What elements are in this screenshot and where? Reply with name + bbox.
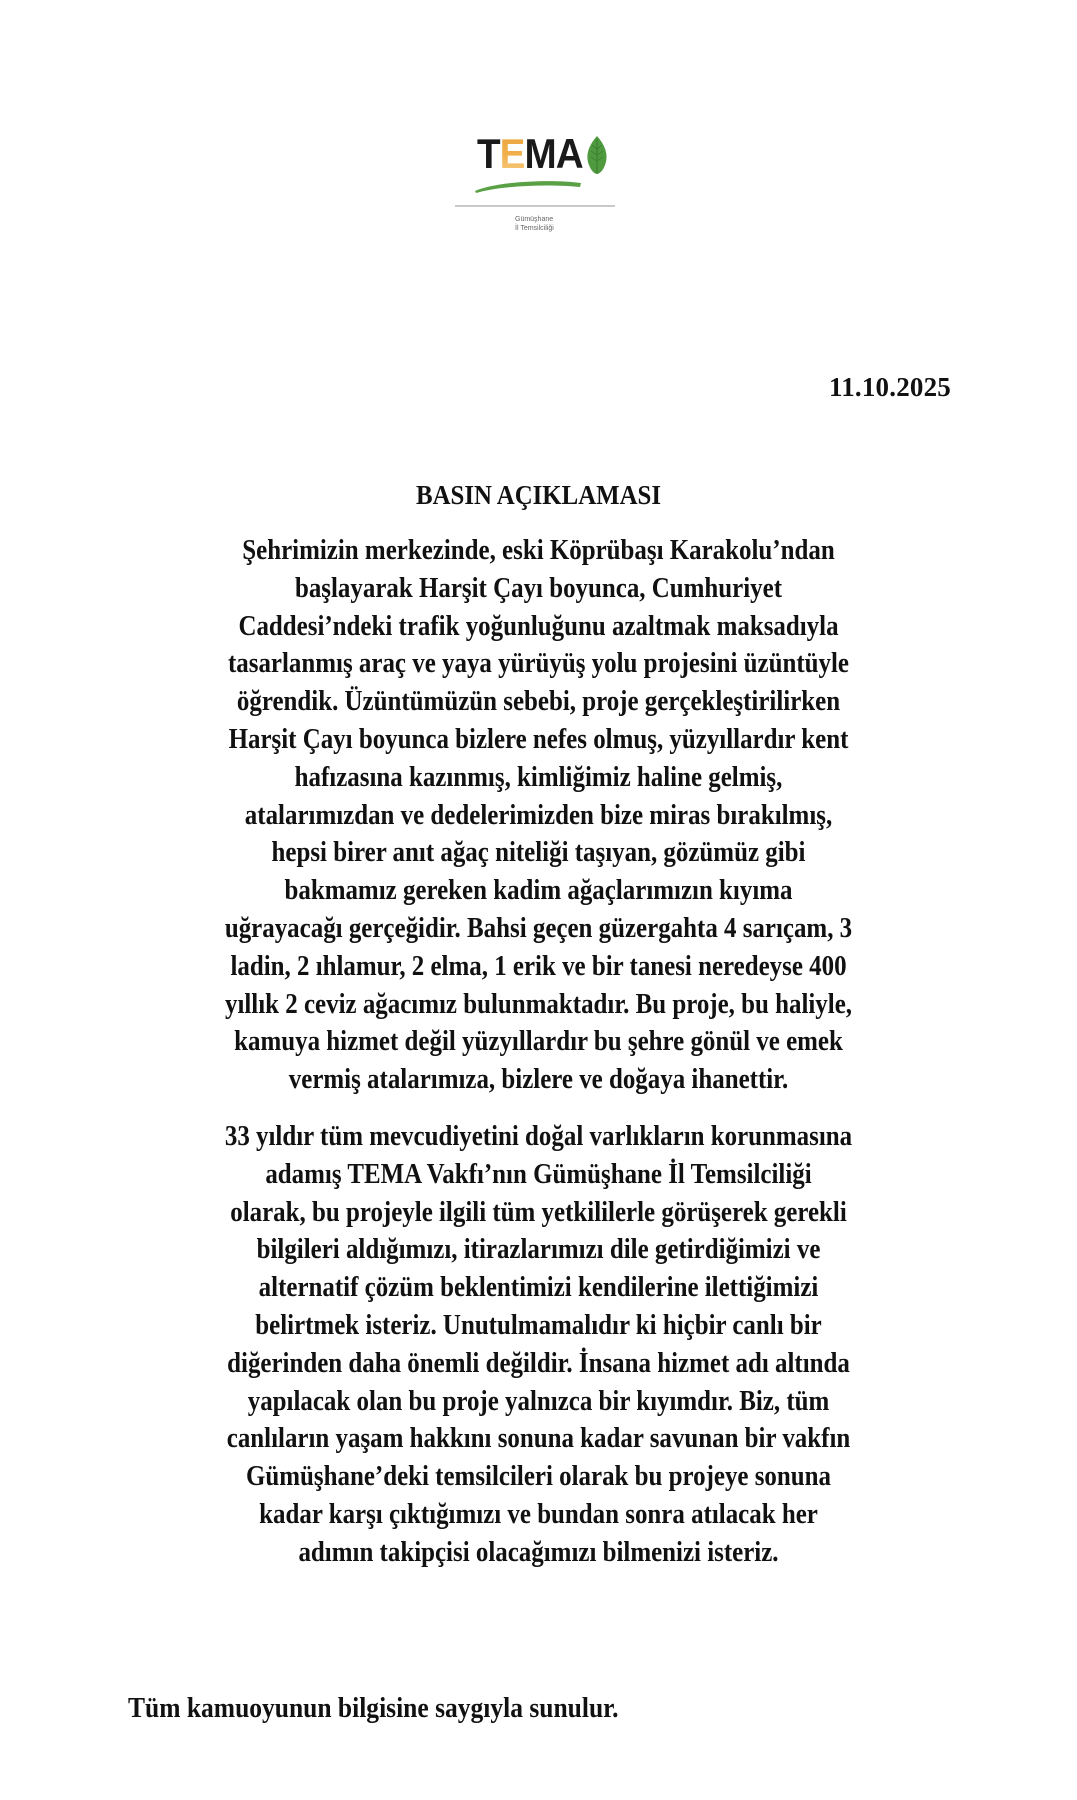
paragraph-line: kamuya hizmet değil yüzyıllardır bu şehre gönül ve emek: [234, 1025, 843, 1058]
paragraph-line: atalarımızdan ve dedelerimizden bize miras bırakılmış,: [244, 798, 833, 831]
paragraph-line: hepsi birer anıt ağaç niteliği taşıyan, gözümüz gibi: [271, 836, 806, 869]
logo-letters-ma: MA: [524, 130, 583, 177]
logo-wordmark: [477, 130, 583, 177]
paragraph-line: Şehrimizin merkezinde, eski Köprübaşı Karakolu’ndan: [242, 534, 835, 566]
paragraph-line: bilgileri aldığımızı, itirazlarımızı dile getirdiğimizi ve: [256, 1233, 821, 1266]
paragraph-line: adımın takipçisi olacağımızı bilmenizi isteriz.: [298, 1535, 779, 1568]
paragraph-line: belirtmek isteriz. Unutulmamalıdır ki hiçbir canlı bir: [255, 1308, 822, 1341]
paragraph-line: canlıların yaşam hakkını sonuna kadar savunan bir vakfın: [226, 1422, 851, 1455]
paragraph-2: [118, 1118, 959, 1572]
paragraph-line: alternatif çözüm beklentimizi kendilerine ilettiğimizi: [258, 1271, 819, 1304]
paragraph-line: ladin, 2 ıhlamur, 2 elma, 1 erik ve bir tanesi neredeyse 400: [230, 949, 847, 982]
paragraph-line: adamış TEMA Vakfı’nın Gümüşhane İl Temsilciliği: [265, 1157, 812, 1190]
paragraph-line: yapılacak olan bu proje yalnızca bir kıyımdır. Biz, tüm: [247, 1384, 830, 1417]
leaf-icon: [585, 135, 609, 175]
paragraph-line: diğerinden daha önemli değildir. İnsana hizmet adı altında: [227, 1346, 850, 1379]
logo-letter-e: E: [499, 130, 525, 177]
logo-divider: [455, 205, 615, 207]
paragraph-line: 33 yıldır tüm mevcudiyetini doğal varlıkların korunmasına: [224, 1120, 853, 1152]
paragraph-line: uğrayacağı gerçeğidir. Bahsi geçen güzergahta 4 sarıçam, 3: [224, 911, 853, 944]
paragraph-line: vermiş atalarımıza, bizlere ve doğaya ihanettir.: [288, 1063, 789, 1096]
logo-subtitle: [515, 215, 554, 233]
paragraph-line: tasarlanmış araç ve yaya yürüyüş yolu projesini üzüntüyle: [227, 647, 850, 680]
paragraph-line: başlayarak Harşit Çayı boyunca, Cumhuriyet: [294, 571, 783, 604]
paragraph-line: Harşit Çayı boyunca bizlere nefes olmuş, yüzyıllardır kent: [228, 722, 849, 755]
logo-subtitle-city: Gümüşhane: [515, 216, 554, 223]
paragraph-line: öğrendik. Üzüntümüzün sebebi, proje gerçekleştirilirken: [236, 685, 841, 718]
paragraph-line: olarak, bu projeyle ilgili tüm yetkililerle görüşerek gerekli: [230, 1195, 847, 1228]
tema-logo: [455, 125, 625, 245]
paragraph-line: kadar karşı çıktığımızı ve bundan sonra atılacak her: [259, 1497, 818, 1530]
swoosh-icon: [473, 179, 583, 193]
paragraph-1: [118, 532, 959, 1099]
document-heading: BASIN AÇIKLAMASI: [415, 480, 662, 510]
paragraph-line: yıllık 2 ceviz ağacımız bulunmaktadır. Bu proje, bu haliyle,: [224, 987, 853, 1020]
document-date: 11.10.2025: [828, 372, 951, 402]
closing-statement: Tüm kamuoyunun bilgisine saygıyla sunulur.: [128, 1692, 619, 1724]
logo-letter-t: T: [477, 130, 500, 177]
paragraph-line: bakmamız gereken kadim ağaçlarımızın kıyıma: [284, 874, 793, 907]
paragraph-line: Gümüşhane’deki temsilcileri olarak bu projeye sonuna: [246, 1460, 831, 1493]
paragraph-line: hafızasına kazınmış, kimliğimiz haline gelmiş,: [294, 760, 783, 793]
paragraph-line: Caddesi’ndeki trafik yoğunluğunu azaltmak maksadıyla: [238, 609, 839, 642]
logo-subtitle-office: İl Temsilciliği: [515, 225, 554, 232]
